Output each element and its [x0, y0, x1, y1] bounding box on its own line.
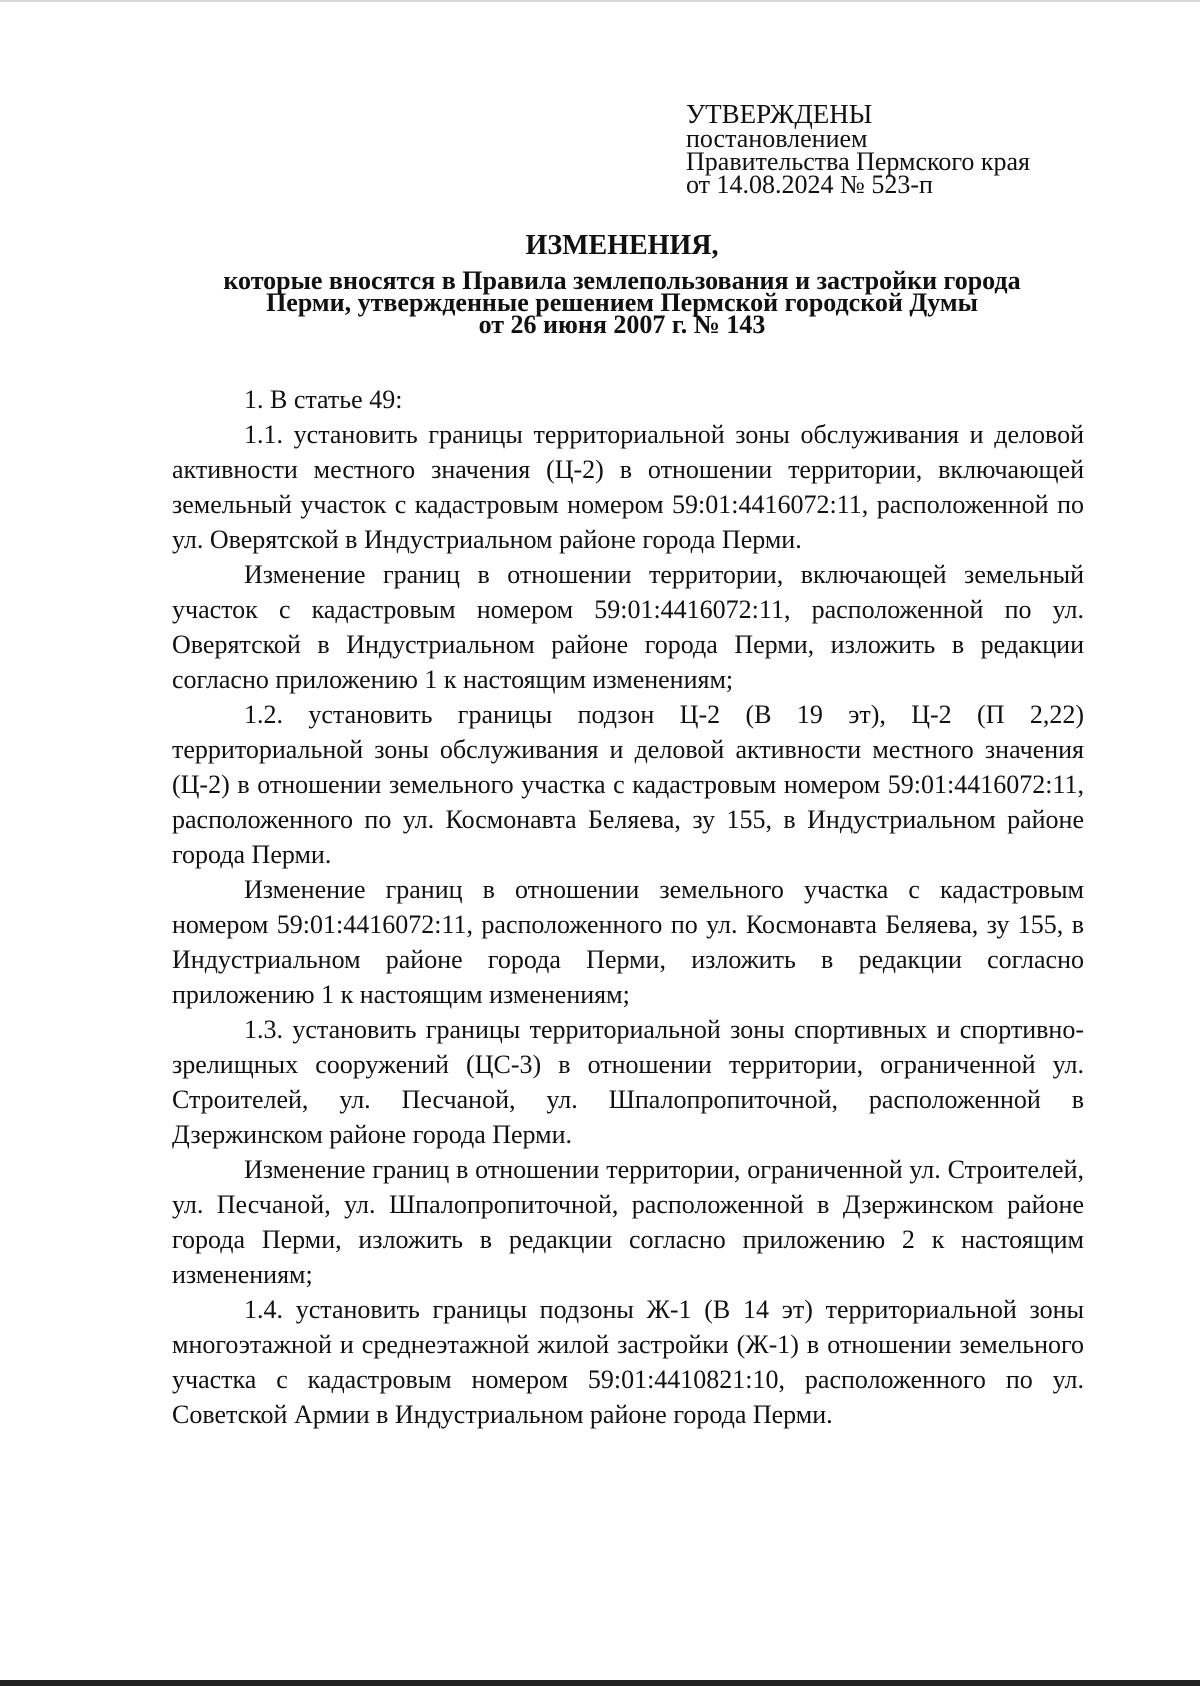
- subtitle-line-1: которые вносятся в Правила землепользования и застройки города: [223, 266, 1021, 295]
- paragraph-1-1: 1.1. установить границы территориальной зоны обслуживания и деловой активности местного значения (Ц-2) в отношении территории, включающей земельный участок с кадастровым номером 59:01:4416072:11, расположенной по ул. Оверятской в Индустриальном районе города Перми.: [172, 420, 1084, 554]
- paragraph-1-3-change: Изменение границ в отношении территории, ограниченной ул. Строителей, ул. Песчаной, ул. Шпалопропиточной, расположенной в Дзержинском районе города Перми, изложить в редакции согласно приложению 2 к настоящим изменениям;: [172, 1155, 1084, 1289]
- paragraph-1-2: 1.2. установить границы подзон Ц-2 (В 19 эт), Ц-2 (П 2,22) территориальной зоны обслуживания и деловой активности местного значения (Ц-2) в отношении земельного участка с кадастровым номером 59:01:4416072:11, расположенного по ул. Космонавта Беляева, зу 155, в Индустриальном районе города Перми.: [172, 700, 1084, 869]
- document-title: ИЗМЕНЕНИЯ,: [525, 230, 719, 261]
- scan-bottom-edge: [0, 1680, 1200, 1686]
- paragraph-1-2-change: Изменение границ в отношении земельного участка с кадастровым номером 59:01:4416072:11, расположенного по ул. Космонавта Беляева, зу 155, в Индустриальном районе города Перми, изложить в редакции согласно приложению 1 к настоящим изменениям;: [172, 875, 1084, 1009]
- document-subtitle: [172, 266, 1072, 339]
- document-body: [172, 382, 1084, 1432]
- approval-line-1: постановлением: [686, 124, 868, 153]
- approval-line-2: Правительства Пермского края: [686, 147, 1030, 176]
- scan-top-edge: [0, 0, 1200, 2]
- approval-line-3: от 14.08.2024 № 523-п: [686, 170, 933, 199]
- subtitle-line-3: от 26 июня 2007 г. № 143: [478, 310, 766, 339]
- approval-title: УТВЕРЖДЕНЫ: [686, 99, 873, 129]
- paragraph-1-1-change: Изменение границ в отношении территории, включающей земельный участок с кадастровым номером 59:01:4416072:11, расположенной по ул. Оверятской в Индустриальном районе города Перми, изложить в редакции согласно приложению 1 к настоящим изменениям;: [172, 560, 1084, 694]
- paragraph-article-49: 1. В статье 49:: [244, 385, 403, 414]
- approval-block: [686, 99, 1030, 199]
- paragraph-1-4: 1.4. установить границы подзоны Ж-1 (В 14 эт) территориальной зоны многоэтажной и среднеэтажной жилой застройки (Ж-1) в отношении земельного участка с кадастровым номером 59:01:4410821:10, расположенного по ул. Советской Армии в Индустриальном районе города Перми.: [172, 1295, 1084, 1429]
- paragraph-1-3: 1.3. установить границы территориальной зоны спортивных и спортивно-зрелищных сооружений (ЦС-3) в отношении территории, ограниченной ул. Строителей, ул. Песчаной, ул. Шпалопропиточной, расположенной в Дзержинском районе города Перми.: [172, 1015, 1084, 1149]
- subtitle-line-2: Перми, утвержденные решением Пермской городской Думы: [266, 288, 978, 317]
